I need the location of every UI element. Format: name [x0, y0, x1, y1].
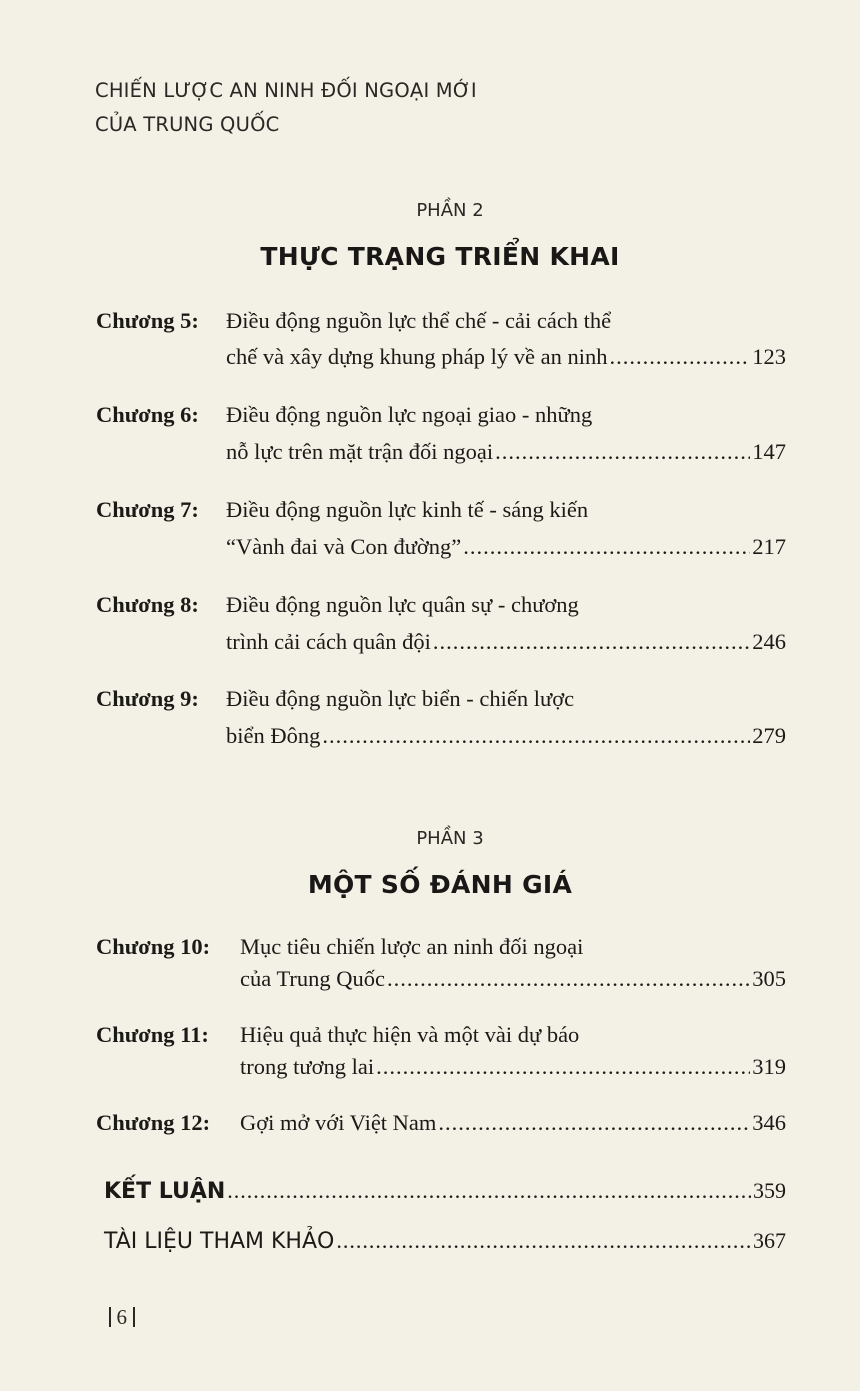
running-header-line-2: CỦA TRUNG QUỐC [95, 113, 280, 136]
toc-entry-page: 359 [753, 1178, 786, 1203]
part-3-label: PHẦN 3 [416, 828, 484, 849]
toc-entry-title-line-1: Mục tiêu chiến lược an ninh đối ngoại [240, 934, 584, 959]
toc-entry-title-line-1: Điều động nguồn lực quân sự - chương [226, 592, 579, 617]
dot-leader [227, 1178, 751, 1204]
dot-leader [495, 439, 750, 465]
dot-leader [609, 344, 750, 370]
toc-entry-title-line-1: Hiệu quả thực hiện và một vài dự báo [240, 1022, 580, 1047]
toc-entry-title-line-1: Gợi mở với Việt Nam [240, 1110, 437, 1135]
toc-entry-label: Chương 9: [96, 686, 199, 711]
part-3-title: MỘT SỐ ĐÁNH GIÁ [307, 870, 573, 899]
toc-entry-title-line-1: Điều động nguồn lực ngoại giao - những [226, 402, 593, 427]
toc-entry-label: Chương 7: [96, 497, 199, 522]
toc-entry-title-line-2: trong tương lai [240, 1054, 375, 1079]
toc-entry-page: 123 [752, 344, 786, 369]
dot-leader [433, 629, 750, 655]
part-2-label: PHẦN 2 [416, 200, 484, 221]
toc-entry-page: 319 [752, 1054, 786, 1079]
dot-leader [322, 723, 750, 749]
toc-entry-title-line-1: Điều động nguồn lực kinh tế - sáng kiến [226, 497, 589, 522]
toc-entry-label: Chương 5: [96, 308, 199, 333]
running-header-line-1: CHIẾN LƯỢC AN NINH ĐỐI NGOẠI MỚI [95, 79, 477, 102]
toc-entry-page: 367 [753, 1228, 786, 1253]
toc-entry-title-line-2: chế và xây dựng khung pháp lý về an ninh [226, 344, 608, 369]
running-header [95, 74, 477, 142]
page-number [103, 1305, 141, 1330]
page-number-bar-left [109, 1307, 111, 1327]
toc-entry-references[interactable] [104, 1228, 786, 1254]
toc-entry-label: Chương 10: [96, 934, 211, 959]
toc-entry-title-line-1: Điều động nguồn lực biển - chiến lược [226, 686, 575, 711]
toc-entry-page: 246 [752, 629, 786, 654]
toc-entry-page: 279 [752, 723, 786, 748]
toc-entry-title-line-2: trình cải cách quân đội [226, 629, 431, 654]
toc-entry-page: 305 [752, 966, 786, 991]
toc-entry-label: Chương 6: [96, 402, 199, 427]
toc-entry-label: Chương 11: [96, 1022, 209, 1047]
toc-entry-label: Chương 12: [96, 1110, 211, 1135]
toc-entry-conclusion[interactable] [104, 1178, 786, 1204]
toc-entry-title-line-2: “Vành đai và Con đường” [226, 534, 462, 559]
toc-entry-label: TÀI LIỆU THAM KHẢO [104, 1229, 335, 1254]
dot-leader [438, 1110, 750, 1136]
toc-entry-label: KẾT LUẬN [104, 1179, 226, 1204]
part-2-title: THỰC TRẠNG TRIỂN KHAI [260, 242, 620, 271]
toc-entry-title-line-2: biển Đông [226, 723, 321, 748]
dot-leader [336, 1228, 751, 1254]
toc-entry-title-line-2: của Trung Quốc [240, 966, 385, 991]
page-number-bar-right [133, 1307, 135, 1327]
dot-leader [387, 966, 750, 992]
dot-leader [463, 534, 750, 560]
page-number-value: 6 [116, 1305, 127, 1329]
toc-entry-page: 147 [752, 439, 786, 464]
dot-leader [376, 1054, 750, 1080]
toc-entry-title-line-1: Điều động nguồn lực thể chế - cải cách thể [226, 308, 612, 333]
toc-entry-title-line-2: nỗ lực trên mặt trận đối ngoại [226, 439, 494, 464]
toc-entry-page: 346 [752, 1110, 786, 1135]
toc-entry-label: Chương 8: [96, 592, 199, 617]
toc-entry-page: 217 [752, 534, 786, 559]
